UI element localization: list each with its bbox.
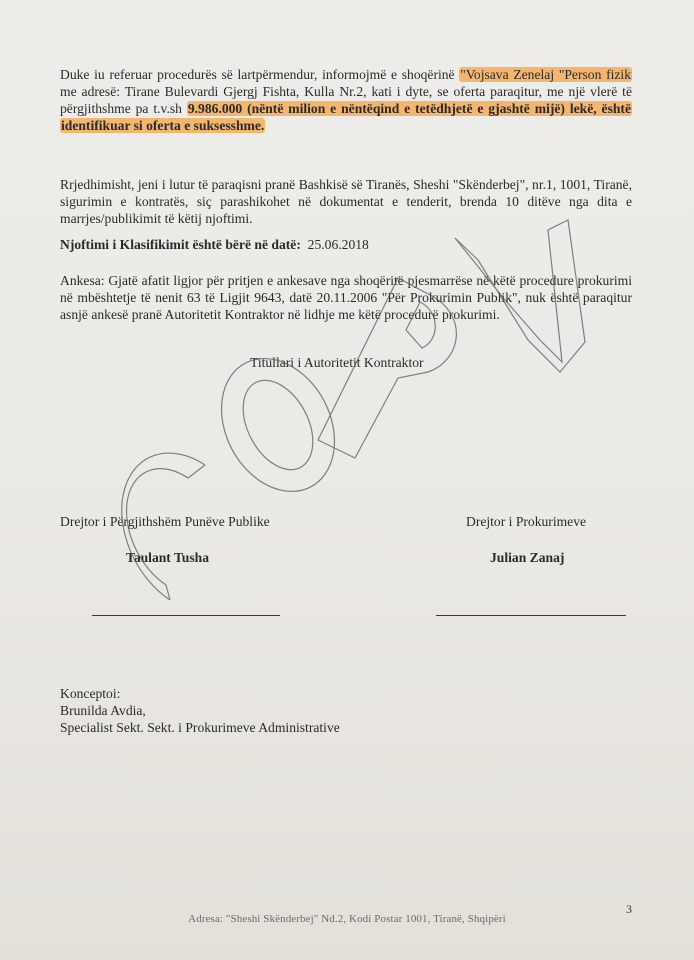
classification-notice-date: 25.06.2018 [307, 237, 369, 252]
contracting-authority-title: Titullari i Autoritetit Kontraktor [250, 355, 424, 370]
concept-author-position: Specialist Sekt. Sekt. i Prokurimeve Administrative [60, 720, 340, 735]
classification-notice [60, 236, 369, 253]
contract-guarantee-paragraph: Rrjedhimisht, jeni i lutur të paraqisni pranë Bashkisë së Tiranës, Sheshi "Skënderbej", nr.1, 1001, Tiranë, sigurimin e kontratës, siç parashikohet në dokumentat e tenderit, brenda 10 ditëve nga dita e marrjes/publikimit të këtij njoftimi. [60, 177, 632, 226]
classification-notice-label: Njoftimi i Klasifikimit është bërë në datë: [60, 237, 301, 252]
concept-label: Konceptoi: [60, 686, 121, 701]
winning-offer-highlight: 9.986.000 (nëntë milion e nëntëqind e tetëdhjetë e gjashtë mijë) lekë, është identifikuar si oferta e suksesshme. [61, 101, 631, 133]
award-details-text: me adresë: Tirane Bulevardi Gjergj Fishta, Kulla Nr.2, kati i dyte, se oferta paraqitur, me një vlerë të përgjithshme pa t.v.sh [60, 84, 632, 116]
concept-author-name: Brunilda Avdia, [60, 703, 146, 718]
footer-address: Adresa: "Sheshi Skënderbej" Nd.2, Kodi Postar 1001, Tiranë, Shqipëri [188, 913, 506, 925]
left-signatory-name: Taulant Tusha [126, 550, 210, 565]
right-signature-line [436, 615, 626, 616]
winner-name-highlight: "Vojsava Zenelaj "Person fizik [460, 67, 631, 82]
left-signature-line [92, 615, 280, 616]
complaints-paragraph: Ankesa: Gjatë afatit ligjor për pritjen e ankesave nga shoqëritë pjesmarrëse në këtë procedure prokurimi në mbështetje të nenit 63 të Ligjit 9643, datë 20.11.2006 "Për Prokurimin Publik", nuk është paraqitur asnjë ankesë pranë Autoritetit Kontraktor në lidhje me këtë procedurë prokurimi. [60, 273, 632, 322]
left-signatory-role: Drejtor i Përgjithshëm Punëve Publike [60, 514, 270, 529]
page-number: 3 [626, 902, 632, 916]
award-intro-text: Duke iu referuar procedurës së lartpërmendur, informojmë e shoqërinë [60, 67, 460, 82]
right-signatory-role: Drejtor i Prokurimeve [466, 514, 587, 529]
award-paragraph [60, 66, 632, 134]
right-signatory-name: Julian Zanaj [490, 550, 565, 565]
